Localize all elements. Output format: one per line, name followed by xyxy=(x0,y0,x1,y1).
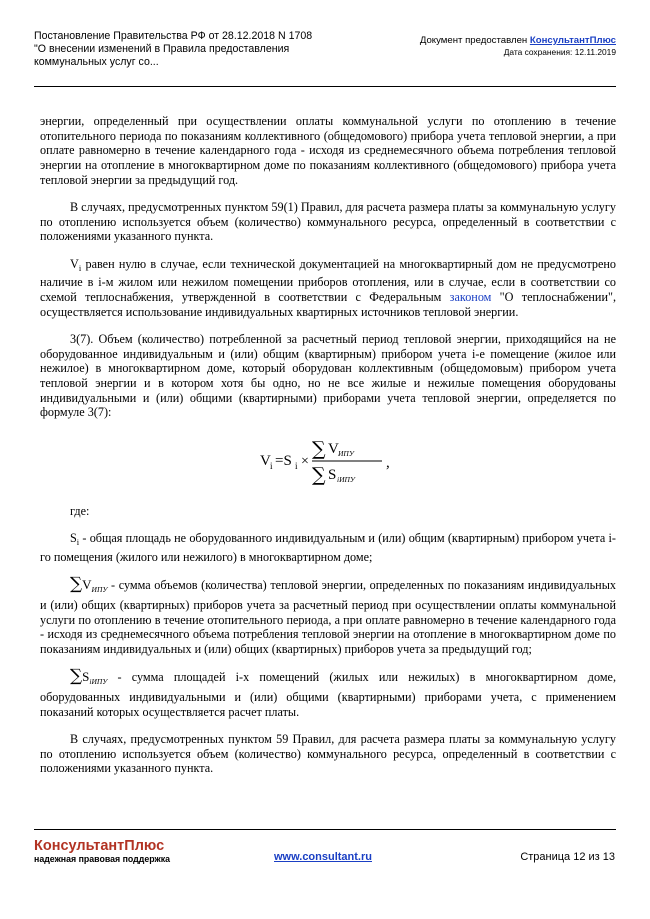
variable-v: V xyxy=(70,256,79,271)
footer-divider xyxy=(34,829,616,830)
provided-by-label: Документ предоставлен xyxy=(419,35,530,46)
where-label: где: xyxy=(70,504,90,519)
document-title-line-1: Постановление Правительства РФ от 28.12.2018 N 1708 xyxy=(34,30,313,42)
saved-date: Дата сохранения: 12.11.2019 xyxy=(503,46,616,57)
formula-den-sub: iИПУ xyxy=(337,475,355,485)
document-title-line-3: коммунальных услуг со... xyxy=(34,56,159,69)
formula-num-sigma: ∑ xyxy=(312,438,326,461)
sum-v-sigma: ∑ xyxy=(70,574,83,595)
logo-tagline: надежная правовая поддержка xyxy=(34,854,171,864)
formula-svg xyxy=(258,434,398,486)
sum-s-text: - сумма площадей i-х помещений (жилых или нежилых) в многоквартирном доме, оборудованных индивидуальными и (или) общими (квартирными) приборами учета, с применением показаний которых осуществляется расчет платы. xyxy=(40,670,616,719)
formula-num-v: V xyxy=(328,441,339,458)
formula-comma: , xyxy=(386,455,390,472)
paragraph-3 xyxy=(40,257,616,320)
document-body xyxy=(40,114,616,789)
law-link[interactable]: законом xyxy=(449,290,492,305)
paragraph-1: энергии, определенный при осуществлении оплаты коммунальной услуги по отоплению в течение отопительного периода по показаниям коллективного (общедомового) прибора учета тепловой энергии, а при оплате равномерно в течение календарного года - исходя из среднемесячного объема потребления тепловой энергии на отопление в многоквартирном доме по показаниям коллективного (общедомового) прибора учета тепловой энергии за предыдущий год. xyxy=(40,114,616,187)
paragraph-4: 3(7). Объем (количество) потребленной за расчетный период тепловой энергии, приходящийся на не оборудованное индивидуальным и (или) общим (квартирным) прибором учета i-е помещение (жилое или нежилое) в многоквартирном доме, который оборудован коллективным (общедомовым) прибором учета тепловой энергии и в котором хотя бы одно, но не все жилые и нежилые помещения оборудованы индивидуальными и (или) общими (квартирными) приборами учета тепловой энергии, определяется по формуле 3(7): xyxy=(40,331,616,420)
logo-name: КонсультантПлюс xyxy=(34,838,165,854)
definition-sum-v xyxy=(40,574,616,657)
definition-s-i xyxy=(40,531,616,564)
sum-s-var: S xyxy=(82,669,90,685)
formula-times: × xyxy=(301,454,309,470)
paragraph-3-text-b: "О теплоснабжении", осуществляется использование индивидуальных квартирных источников тепловой энергии. xyxy=(40,290,616,319)
formula-3-7 xyxy=(40,434,616,486)
definition-s-var: S xyxy=(70,531,77,546)
paragraph-8: В случаях, предусмотренных пунктом 59 Правил, для расчета размера платы за коммунальную услугу по отоплению используется объем (количество) коммунального ресурса, определенный в соответствии с положениями указанного пункта. xyxy=(40,731,616,776)
formula-den-s: S xyxy=(328,467,337,484)
consultant-brand-link[interactable]: КонсультантПлюс xyxy=(529,35,616,46)
formula-den-sigma: ∑ xyxy=(312,464,326,487)
sum-s-sigma: ∑ xyxy=(70,666,83,687)
consultant-logo xyxy=(34,838,170,865)
sum-s-subscript: iИПУ xyxy=(89,677,108,687)
sum-v-text: - сумма объемов (количества) тепловой энергии, определенных по показаниям индивидуальных и (или) общих (квартирных) приборов учета за расчетный период при осуществлении оплаты коммунальной услуги по отоплению в течение отопительного периода, а при оплате равномерно в течение календарного года - исходя из среднемесячного объема потребления тепловой энергии на отопление в многоквартирном доме по показаниям индивидуальных и (или) общих (квартирных) приборов учета за предыдущий год; xyxy=(40,578,616,657)
definition-s-subscript: i xyxy=(76,537,80,548)
site-link[interactable]: www.consultant.ru xyxy=(274,851,372,863)
variable-v-subscript: i xyxy=(78,262,82,273)
sum-v-var: V xyxy=(82,577,92,593)
provider-block xyxy=(420,35,616,58)
header-divider xyxy=(34,86,616,87)
document-title-block xyxy=(34,30,364,70)
sum-v-subscript: ИПУ xyxy=(91,585,108,595)
formula-s-sub: i xyxy=(295,461,298,472)
formula-lhs-sub: i xyxy=(270,461,273,472)
page-number: Страница 12 из 13 xyxy=(520,851,615,863)
document-title-line-2: "О внесении изменений в Правила предоставления xyxy=(34,43,290,56)
definition-s-text: - общая площадь не оборудованного индивидуальным и (или) общим (квартирным) прибором учета i-го помещения (жилого или нежилого) в многоквартирном доме; xyxy=(40,531,616,565)
paragraph-3-text-a: равен нулю в случае, если технической документацией на многоквартирный дом не предусмотрено наличие в i-м жилом или нежилом помещении приборов отопления, или в случае, если в соответствии со схемой теплоснабжения, утвержденной в соответствии с Федеральным xyxy=(40,256,616,305)
formula-lhs-v: V xyxy=(260,453,271,470)
definition-sum-s xyxy=(40,666,616,719)
paragraph-2: В случаях, предусмотренных пунктом 59(1) Правил, для расчета размера платы за коммунальную услугу по отоплению используется объем (количество) коммунального ресурса, определенный в соответствии с положениями указанного пункта. xyxy=(40,200,616,244)
formula-num-sub: ИПУ xyxy=(338,449,354,459)
formula-eq-s: =S xyxy=(275,453,292,470)
